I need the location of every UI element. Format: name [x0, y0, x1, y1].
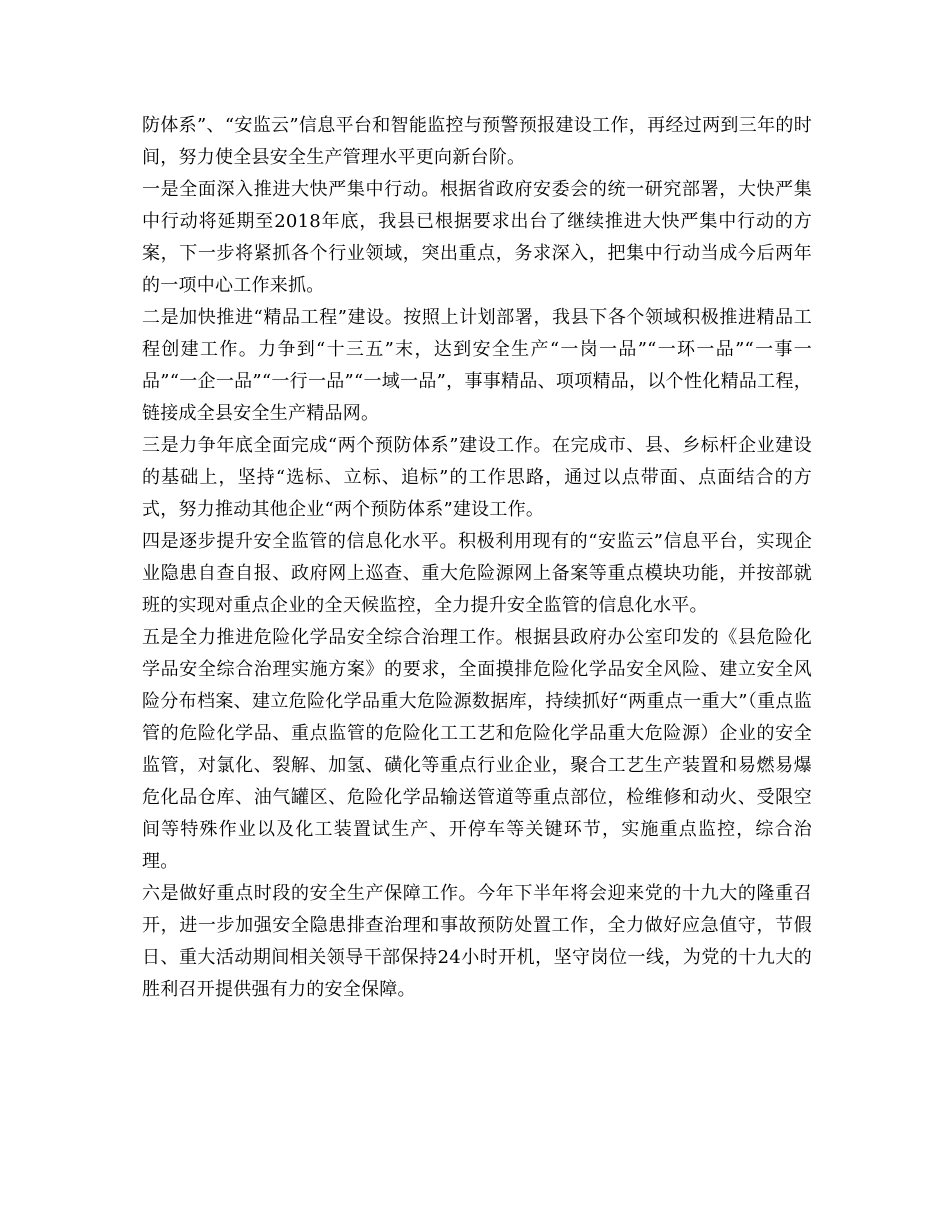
paragraph-continuation: 防体系”、“安监云”信息平台和智能监控与预警预报建设工作，再经过两到三年的时间，努力使全县安全生产管理水平更向新台阶。: [142, 115, 812, 168]
paragraph-item-2: 二是加快推进“精品工程”建设。按照上计划部署，我县下各个领域积极推进精品工程创建工作。力争到“十三五”末，达到安全生产“一岗一品”“一环一品”“一事一品”“一企一品”“一行一品”“一域一品”，事事精品、项项精品，以个性化精品工程，链接成全县安全生产精品网。: [142, 307, 812, 424]
paragraph-item-1: 一是全面深入推进大快严集中行动。根据省政府安委会的统一研究部署，大快严集中行动将延期至2018年底，我县已根据要求出台了继续推进大快严集中行动的方案，下一步将紧抓各个行业领域，突出重点，务求深入，把集中行动当成今后两年的一项中心工作来抓。: [142, 179, 812, 296]
paragraph-item-3: 三是力争年底全面完成“两个预防体系”建设工作。在完成市、县、乡标杆企业建设的基础上，坚持“选标、立标、追标”的工作思路，通过以点带面、点面结合的方式，努力推动其他企业“两个预防体系”建设工作。: [142, 435, 812, 520]
paragraph-item-4: 四是逐步提升安全监管的信息化水平。积极利用现有的“安监云”信息平台，实现企业隐患自查自报、政府网上巡查、重大危险源网上备案等重点模块功能，并按部就班的实现对重点企业的全天候监控，全力提升安全监管的信息化水平。: [142, 531, 812, 616]
document-body: [142, 110, 812, 1006]
paragraph-item-5: 五是全力推进危险化学品安全综合治理工作。根据县政府办公室印发的《县危险化学品安全综合治理实施方案》的要求，全面摸排危险化学品安全风险、建立安全风险分布档案、建立危险化学品重大危险源数据库，持续抓好“两重点一重大”（重点监管的危险化学品、重点监管的危险化工工艺和危险化学品重大危险源）企业的安全监管，对氯化、裂解、加氢、磺化等重点行业企业，聚合工艺生产装置和易燃易爆危化品仓库、油气罐区、危险化学品输送管道等重点部位，检维修和动火、受限空间等特殊作业以及化工装置试生产、开停车等关键环节，实施重点监控，综合治理。: [142, 627, 812, 872]
paragraph-item-6: 六是做好重点时段的安全生产保障工作。今年下半年将会迎来党的十九大的隆重召开，进一步加强安全隐患排查治理和事故预防处置工作，全力做好应急值守，节假日、重大活动期间相关领导干部保持24小时开机，坚守岗位一线，为党的十九大的胜利召开提供强有力的安全保障。: [142, 883, 812, 1000]
